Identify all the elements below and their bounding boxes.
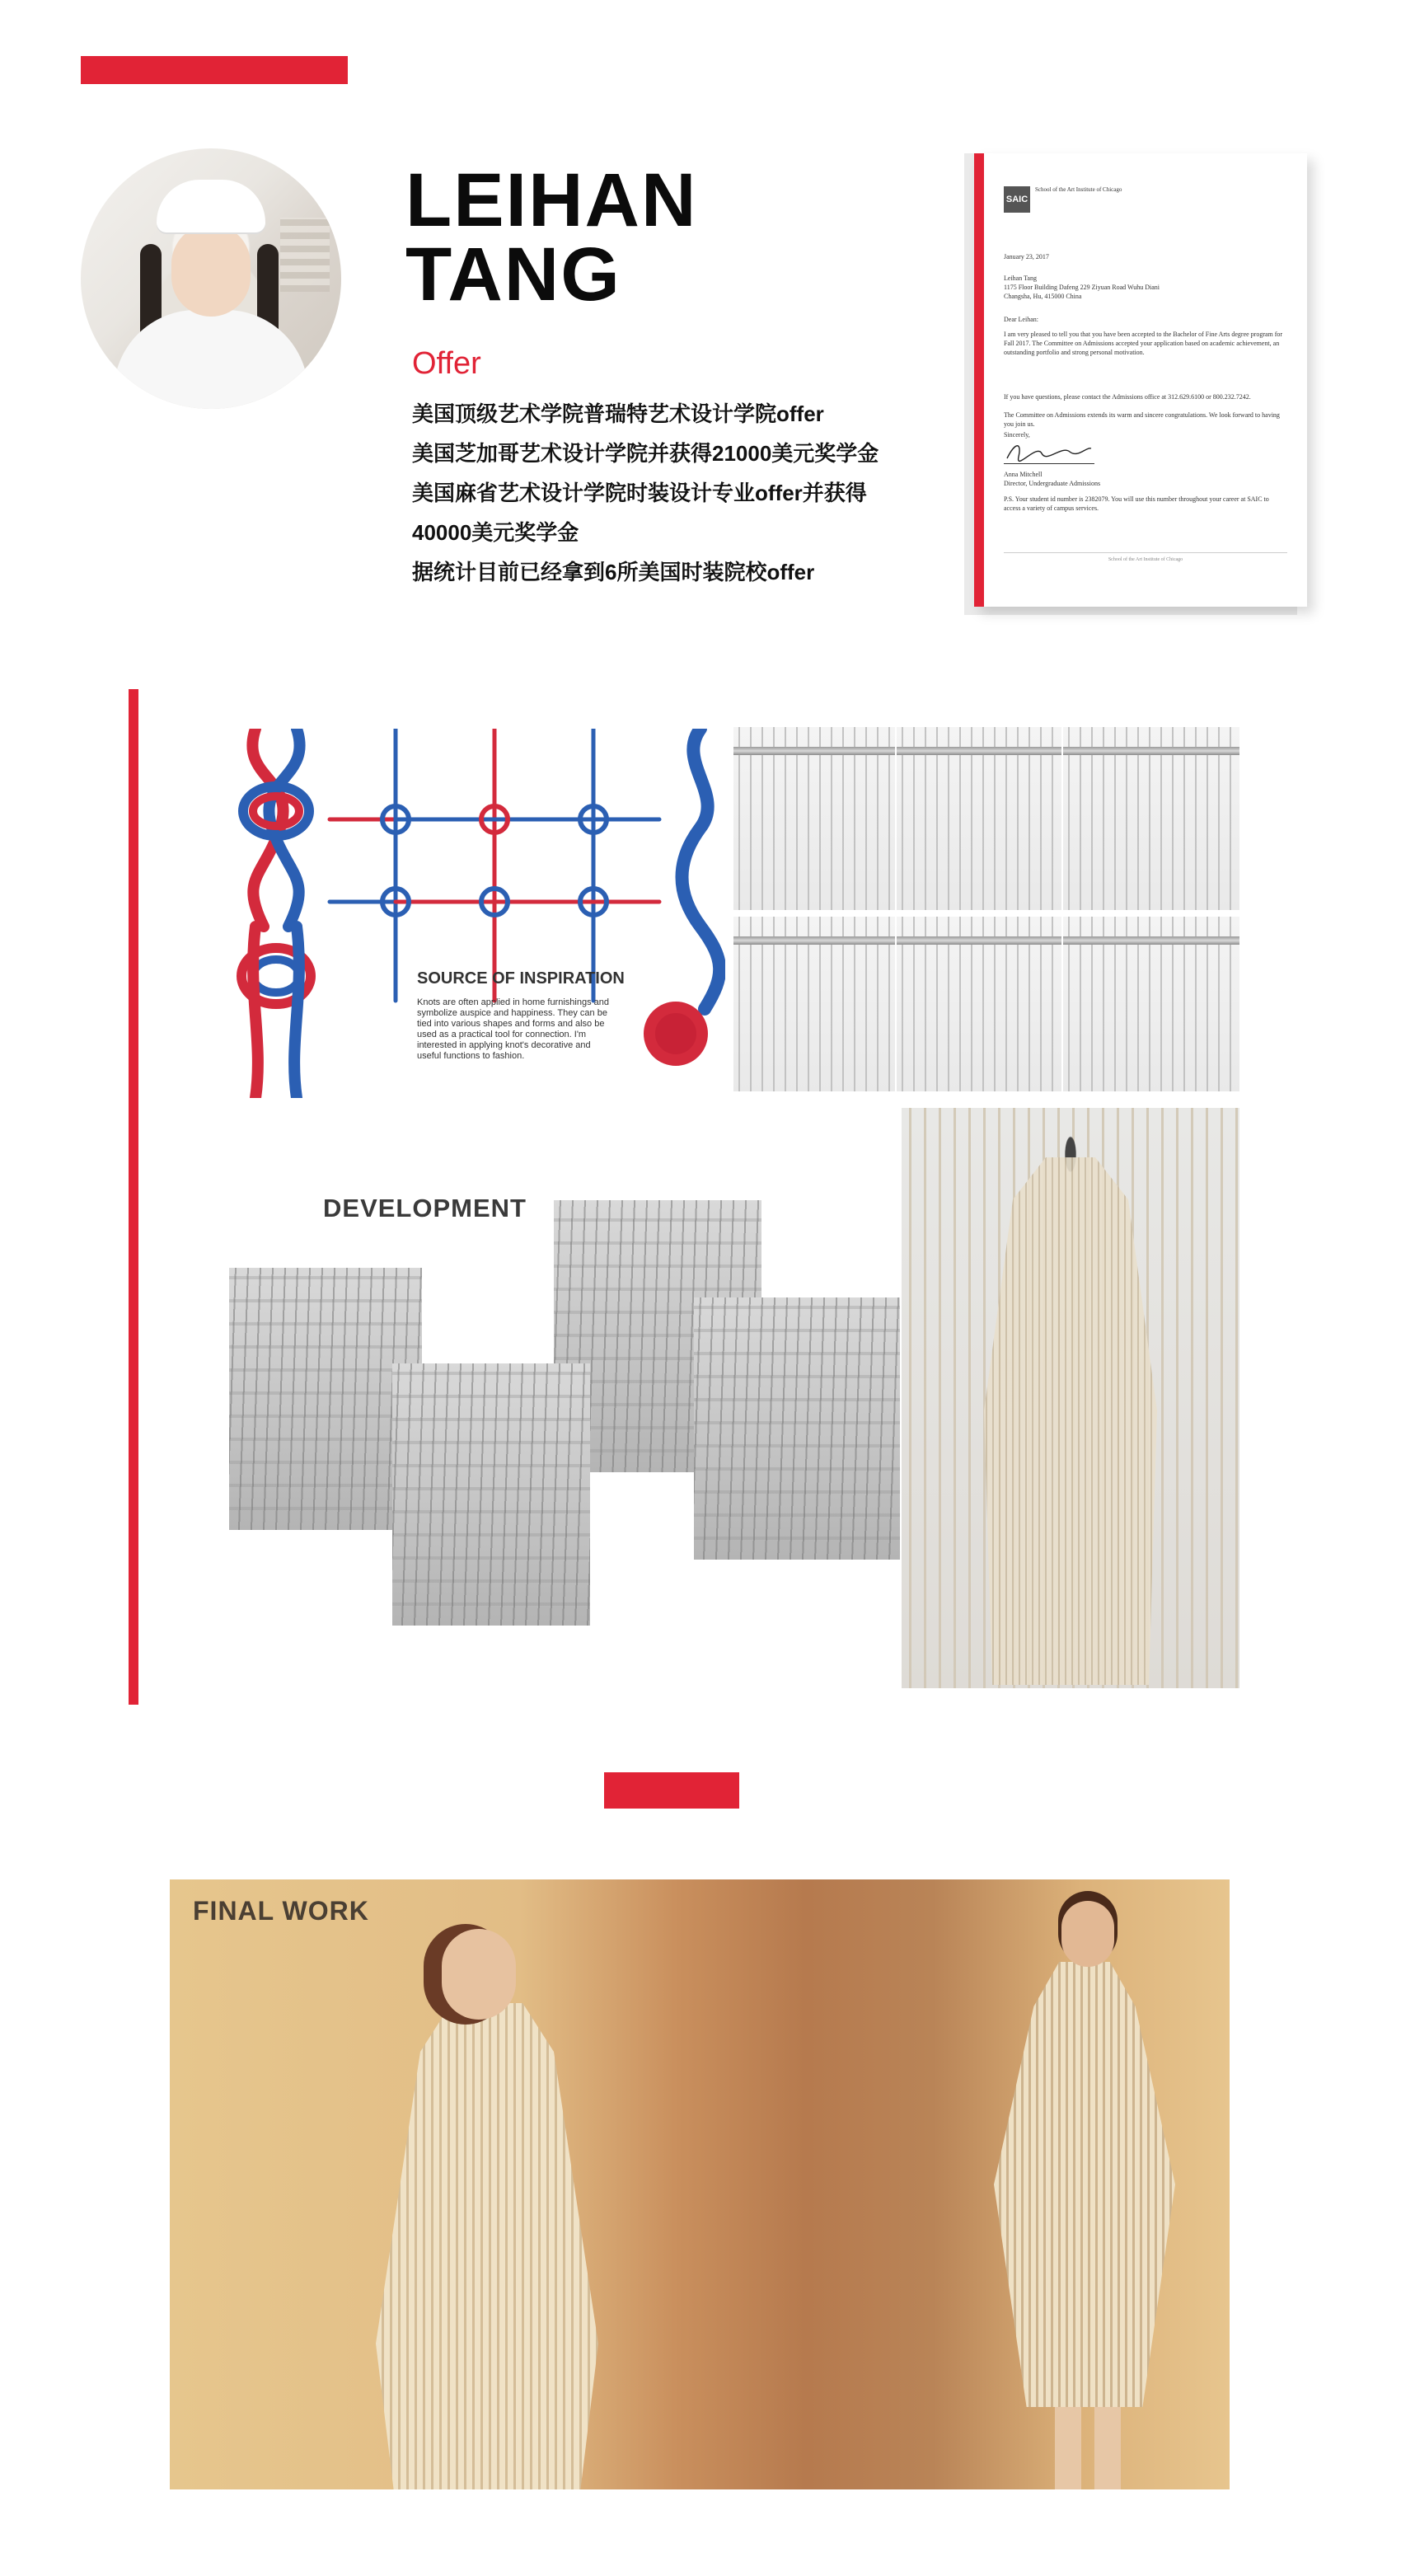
macrame-photo [1063,727,1239,910]
designer-name [405,158,752,317]
name-line-2: TANG [405,232,621,317]
macrame-photo [733,727,895,910]
macrame-photo [1063,917,1239,1091]
offer-line: 美国麻省艺术设计学院时装设计专业offer并获得 [412,481,867,505]
model-left-gown [376,2003,598,2489]
letter-greeting: Dear Leihan: [1004,316,1038,323]
model-right-gown [994,1962,1175,2407]
offer-line: 美国芝加哥艺术设计学院并获得21000美元奖学金 [412,441,879,466]
offer-list [412,394,956,592]
model-right [977,1879,1192,2489]
letter-closing: Sincerely, [1004,431,1030,439]
inspiration-title: SOURCE OF INSPIRATION [417,969,625,988]
inspiration-body: Knots are often applied in home furnishings and symbolize auspice and happiness. They can be tied into various shapes and forms and also be used as a practical tool for connection. I'm interested in applying knot's decorative and useful functions to fashion. [417,997,609,1061]
letter-recipient: Leihan Tang [1004,274,1037,282]
wall-posters [280,218,330,292]
letter-address: 1175 Floor Building Dafeng 229 Ziyuan Road Wuhu Diani [1004,284,1160,291]
letter-city: Changsha, Hu, 415000 China [1004,293,1082,300]
development-title: DEVELOPMENT [323,1194,527,1222]
macrame-photo [897,727,1061,910]
model-left [343,1896,615,2489]
letter-signer: Anna Mitchell [1004,471,1043,478]
accent-bar-vertical [129,689,138,1705]
letter-signer-title: Director, Undergraduate Admissions [1004,480,1101,487]
letter-footer: School of the Art Institute of Chicago [1004,552,1287,563]
final-work-photo [170,1879,1230,2489]
admission-letter [974,153,1307,607]
letter-ps: P.S. Your student id number is 2382079. You will use this number throughout your career at SAIC to access a variety of campus services. [1004,495,1269,512]
development-photo [694,1297,900,1560]
portrait-cap [157,180,265,232]
accent-bar-mid [604,1772,739,1809]
saic-logo: SAIC [1004,186,1030,213]
macrame-photo [733,917,895,1091]
offer-line: 据统计目前已经拿到6所美国时装院校offer [412,560,815,584]
offer-label: Offer [412,346,481,381]
macrame-dress [968,1157,1174,1685]
accent-bar-top [81,56,348,84]
name-line-1: LEIHAN [405,158,698,242]
model-left-head [442,1929,516,2020]
letter-date: January 23, 2017 [1004,253,1049,260]
macrame-photo [897,917,1061,1091]
development-photo [392,1363,590,1626]
signature-icon [1004,439,1094,464]
model-right-legs [1055,2399,1121,2489]
offer-line: 美国顶级艺术学院普瑞特艺术设计学院offer [412,401,824,426]
letter-body-2: If you have questions, please contact the Admissions office at 312.629.6100 or 800.232.7242. [1004,393,1251,401]
letter-body-3: The Committee on Admissions extends its warm and sincere congratulations. We look forward to having you join us. [1004,411,1280,428]
letter-body-1: I am very pleased to tell you that you have been accepted to the Bachelor of Fine Arts degree program for Fall 2017. The Committee on Admissions accepted your application based on academic achievement, an outstanding portfolio and strong personal motivation. [1004,331,1283,356]
letter-school-name: School of the Art Institute of Chicago [1035,186,1122,193]
profile-photo [81,148,341,409]
dress-form-photo [902,1108,1239,1688]
offer-line: 40000美元奖学金 [412,520,579,545]
portrait-face [171,224,251,317]
model-right-head [1061,1901,1114,1967]
macrame-photo-grid [733,727,1239,1091]
final-work-title: FINAL WORK [193,1896,369,1926]
